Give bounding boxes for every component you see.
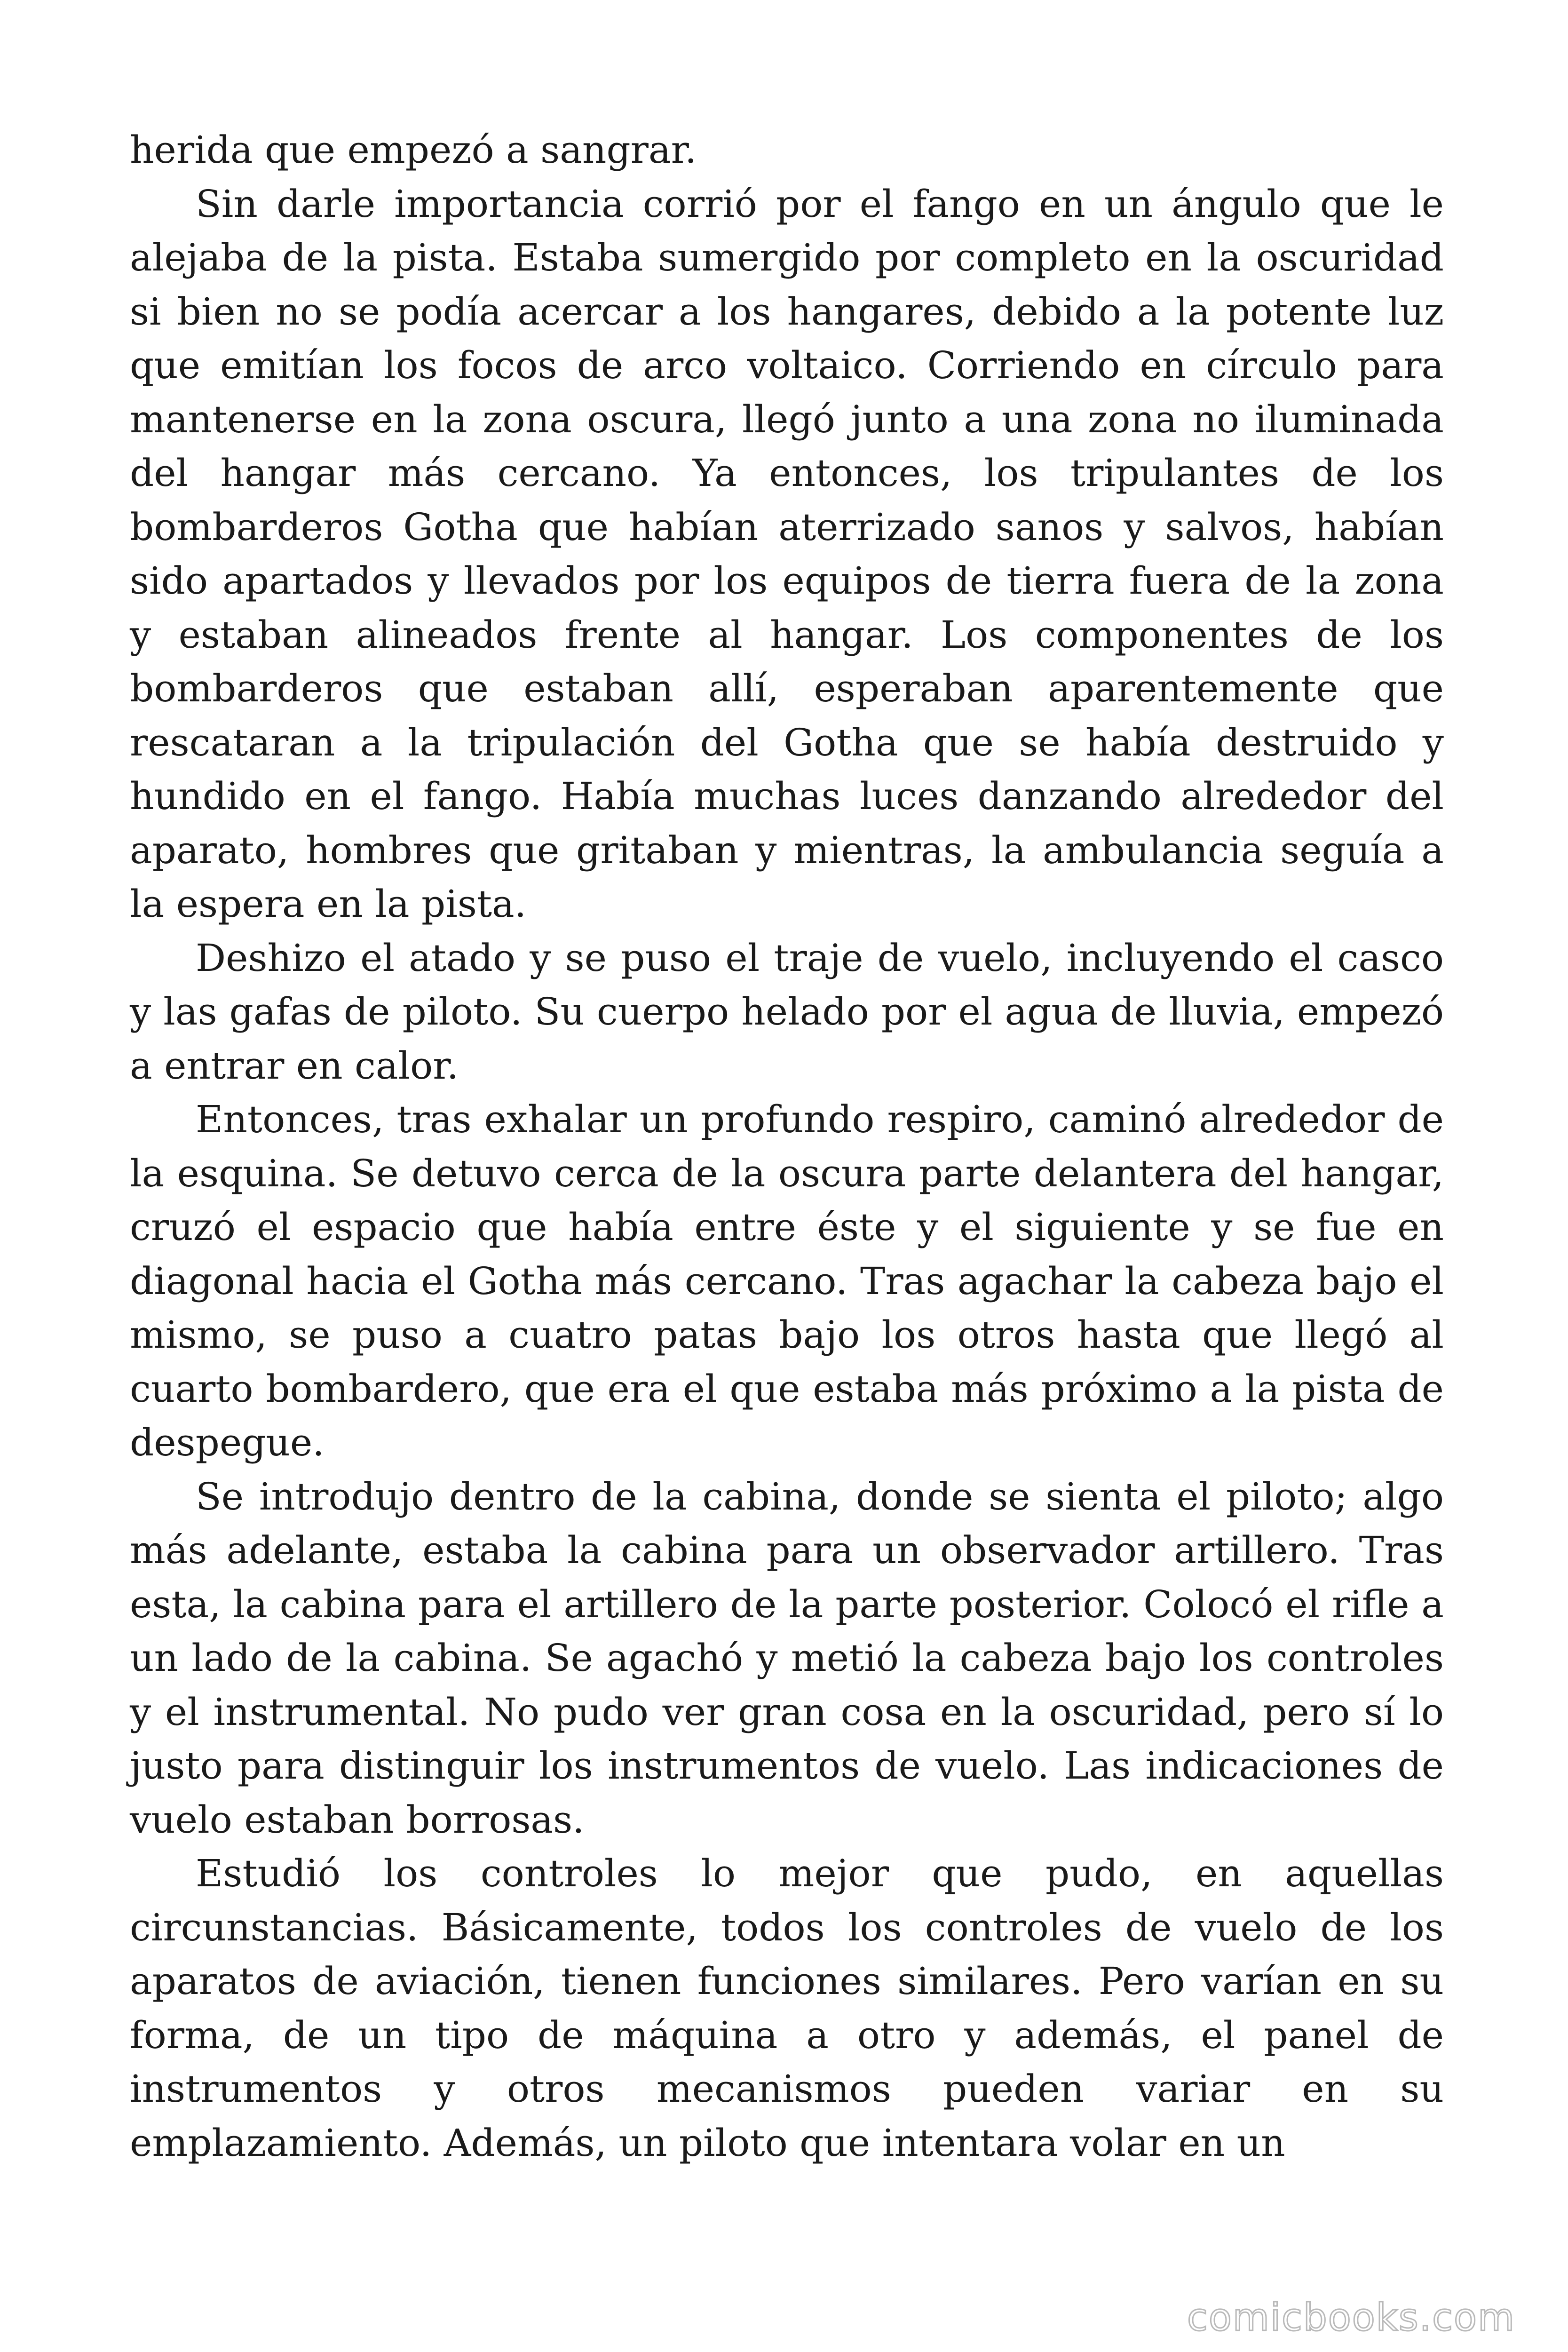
body-text (130, 123, 1444, 2170)
paragraph: Se introdujo dentro de la cabina, donde se sienta el piloto; algo más adelante, estaba la cabina para un observador artillero. Tras esta, la cabina para el artillero de la parte posterior. Colocó el rifle a un lado de la cabina. Se agachó y metió la cabeza bajo los controles y el instrumental. No pudo ver gran cosa en la oscuridad, pero sí lo justo para distinguir los instrumentos de vuelo. Las indicaciones de vuelo estaban borrosas. (130, 1474, 1444, 1842)
watermark: comicbooks.com (1187, 2296, 1515, 2339)
paragraph-continuation: herida que empezó a sangrar. (130, 128, 697, 172)
paragraph: Entonces, tras exhalar un profundo respiro, caminó alrededor de la esquina. Se detuvo cerca de la oscura parte delantera del hangar, cruzó el espacio que había entre éste y el siguiente y se fue en diagonal hacia el Gotha más cercano. Tras agachar la cabeza bajo el mismo, se puso a cuatro patas bajo los otros hasta que llegó al cuarto bombardero, que era el que estaba más próximo a la pista de despegue. (130, 1097, 1444, 1464)
paragraph: Deshizo el atado y se puso el traje de vuelo, incluyendo el casco y las gafas de piloto. Su cuerpo helado por el agua de lluvia, empezó a entrar en calor. (130, 936, 1444, 1088)
paragraph: Sin darle importancia corrió por el fango en un ángulo que le alejaba de la pista. Estaba sumergido por completo en la oscuridad si bien no se podía acercar a los hangares, debido a la potente luz que emitían los focos de arco voltaico. Corriendo en círculo para mantenerse en la zona oscura, llegó junto a una zona no iluminada del hangar más cercano. Ya entonces, los tripulantes de los bombarderos Gotha que habían aterrizado sanos y salvos, habían sido apartados y llevados por los equipos de tierra fuera de la zona y estaban alineados frente al hangar. Los componentes de los bombarderos que estaban allí, esperaban aparentemente que rescataran a la tripulación del Gotha que se había destruido y hundido en el fango. Había muchas luces danzando alrededor del aparato, hombres que gritaban y mientras, la ambulancia seguía a la espera en la pista. (130, 182, 1444, 926)
paragraph-last: Estudió los controles lo mejor que pudo, en aquellas circunstancias. Básicamente, todos los controles de vuelo de los aparatos de aviación, tienen funciones similares. Pero varían en su forma, de un tipo de máquina a otro y además, el panel de instrumentos y otros mecanismos pueden variar en su emplazamiento. Además, un piloto que intentara volar en un (130, 1851, 1444, 2165)
